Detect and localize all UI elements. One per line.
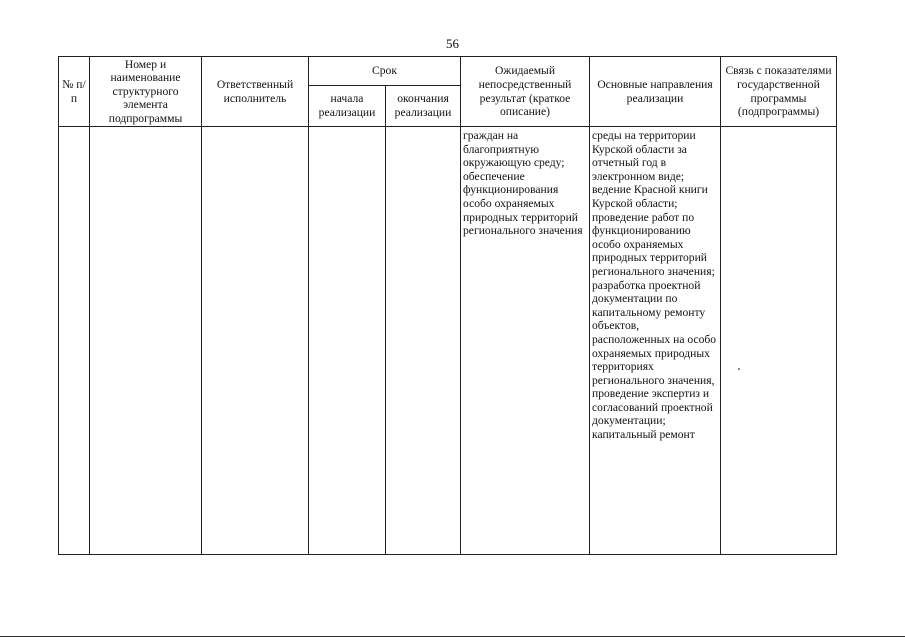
cell-result: граждан на благоприятную окружающую среду; обеспечение функционирования особо охраняемых природных территорий регионального значения bbox=[461, 127, 590, 555]
header-element: Номер и наименование структурного элемента подпрограммы bbox=[90, 57, 202, 127]
header-directions: Основные направления реализации bbox=[590, 57, 721, 127]
header-term-end: окончания реализации bbox=[386, 86, 461, 127]
header-result: Ожидаемый непосредственный результат (краткое описание) bbox=[461, 57, 590, 127]
cell-element bbox=[90, 127, 202, 555]
cell-link bbox=[721, 127, 837, 555]
cell-term-end bbox=[386, 127, 461, 555]
table-row bbox=[59, 127, 837, 555]
scan-speck bbox=[738, 368, 740, 370]
cell-num bbox=[59, 127, 90, 555]
page-number: 56 bbox=[446, 36, 459, 51]
header-executor: Ответственный исполнитель bbox=[202, 57, 309, 127]
program-table bbox=[58, 56, 837, 555]
scan-edge-line bbox=[0, 636, 905, 637]
header-num: № п/п bbox=[59, 57, 90, 127]
header-term: Срок bbox=[309, 57, 461, 86]
cell-executor bbox=[202, 127, 309, 555]
cell-directions: среды на территории Курской области за отчетный год в электронном виде; ведение Красной книги Курской области; проведение работ по функционированию особо охраняемых природных территорий регионального значения; разработка проектной документации по капитальному ремонту объектов, расположенных на особо охраняемых природных территориях регионального значения, проведение экспертиз и согласований проектной документации; капитальный ремонт bbox=[590, 127, 721, 555]
header-link: Связь с показателями государственной программы (подпрограммы) bbox=[721, 57, 837, 127]
header-row-1 bbox=[59, 57, 837, 86]
header-term-start: начала реализации bbox=[309, 86, 386, 127]
cell-term-start bbox=[309, 127, 386, 555]
